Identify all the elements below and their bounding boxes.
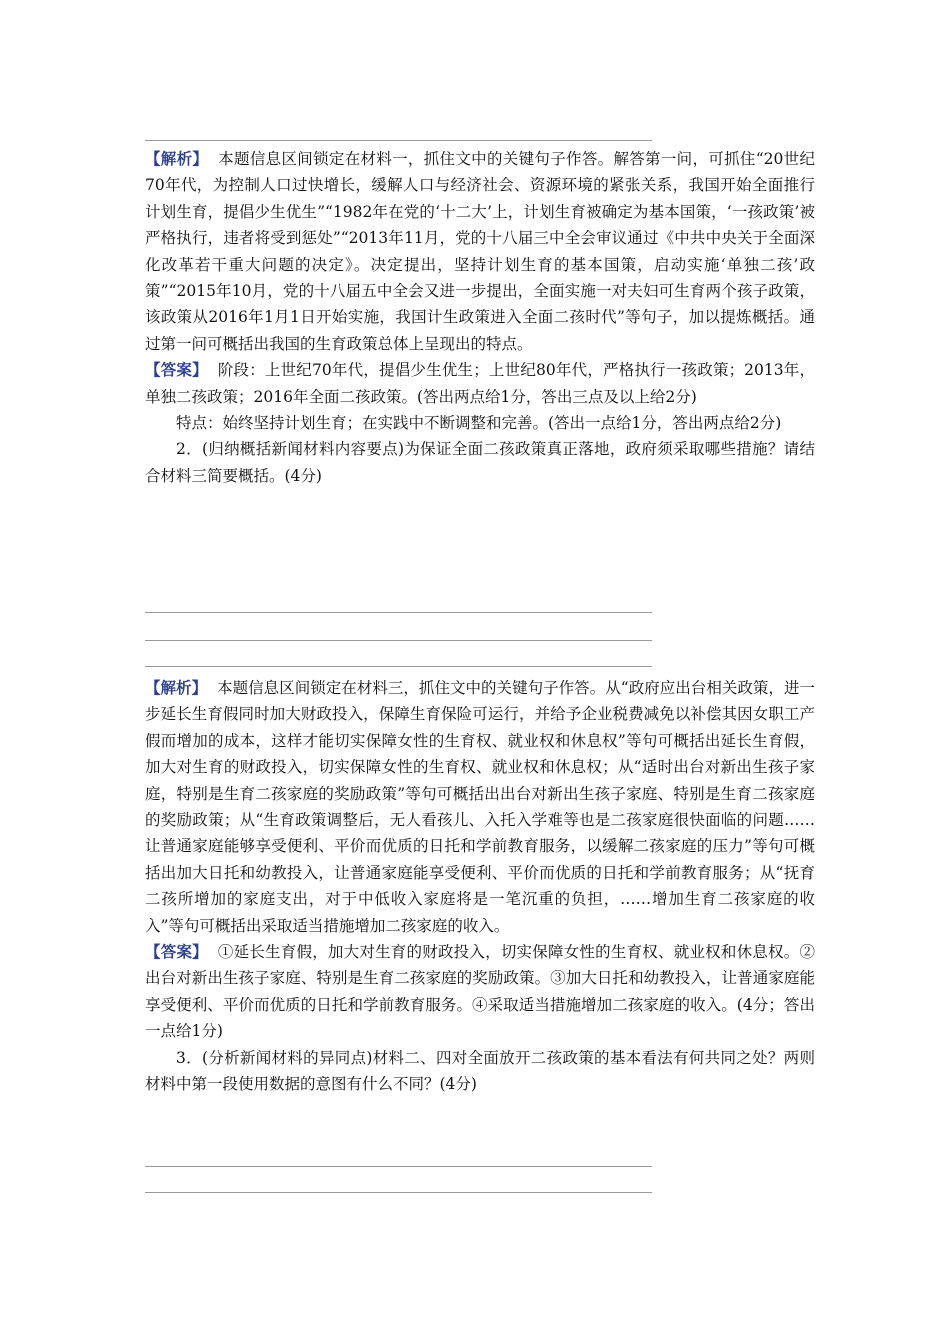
analysis-text: 本题信息区间锁定在材料三，抓住文中的关键句子作答。从“政府应出台相关政策，进一步延长生育假同时加大财政投入，保障生育保险可运行，并给予企业税费减免以补偿其因女职工产假而增加的成本，这样才能切实保障女性的生育权、就业权和休息权”等句可概括出延长生育假，加大对生育的财政投入，切实保障女性的生育权、就业权和休息权；从“适时出台对新出生孩子家庭，特别是生育二孩家庭的奖励政策”等句可概括出出台对新出生孩子家庭、特别是生育二孩家庭的奖励政策；从“生育政策调整后，无人看孩儿、入托入学难等也是二孩家庭很快面临的问题……让普通家庭能够享受便利、平价而优质的日托和学前教育服务，以缓解二孩家庭的压力”等句可概括出加大日托和幼教投入，让普通家庭能享受便利、平价而优质的日托和学前教育服务；从“抚育二孩所增加的家庭支出，对于中低收入家庭将是一笔沉重的负担，……增加生育二孩家庭的收入”等句可概括出采取适当措施增加二孩家庭的收入。 xyxy=(145,679,815,935)
analysis-label: 【解析】 xyxy=(145,149,209,168)
analysis-block-2 xyxy=(145,675,815,1098)
analysis-label: 【解析】 xyxy=(145,678,208,697)
answer-text-features: 特点：始终坚持计划生育；在实践中不断调整和完善。(答出一点给1分，答出两点给2分) xyxy=(176,414,782,433)
answer-line xyxy=(145,640,652,641)
answer-line xyxy=(145,1192,652,1193)
answer-line xyxy=(145,666,652,667)
answer-label: 【答案】 xyxy=(145,942,208,962)
question-2: 2．(归纳概括新闻材料内容要点)为保证全面二孩政策真正落地，政府须采取哪些措施？请结合材料三简要概括。(4分) xyxy=(145,440,815,485)
analysis-text: 本题信息区间锁定在材料一，抓住文中的关键句子作答。解答第一问，可抓住“20世纪70年代，为控制人口过快增长，缓解人口与经济社会、资源环境的紧张关系，我国开始全面推行计划生育，提倡少生优生”“1982年在党的‘十二大’上，计划生育被确定为基本国策，‘一孩政策’被严格执行，违者将受到惩处”“2013年11月，党的十八届三中全会审议通过《中共中央关于全面深化改革若干重大问题的决定》。决定提出，坚持计划生育的基本国策，启动实施‘单独二孩’政策”“2015年10月，党的十八届五中全会又进一步提出，全面实施一对夫妇可生育两个孩子政策，该政策从2016年1月1日开始实施，我国计生政策进入全面二孩时代”等句子，加以提炼概括。通过第一问可概括出我国的生育政策总体上呈现出的特点。 xyxy=(145,150,815,353)
question-3: 3．(分析新闻材料的异同点)材料二、四对全面放开二孩政策的基本看法有何共同之处？两则材料中第一段使用数据的意图有什么不同？(4分) xyxy=(145,1048,815,1094)
answer-line xyxy=(145,612,652,613)
answer-label: 【答案】 xyxy=(145,360,208,380)
answer-text: 阶段：上世纪70年代，提倡少生优生；上世纪80年代，严格执行一孩政策；2013年，单独二孩政策；2016年全面二孩政策。(答出两点给1分，答出三点及以上给2分) xyxy=(145,361,815,406)
answer-text: ①延长生育假，加大对生育的财政投入，切实保障女性的生育权、就业权和休息权。②出台对新出生孩子家庭、特别是生育二孩家庭的奖励政策。③加大日托和幼教投入，让普通家庭能享受便利、平价而优质的日托和学前教育服务。④采取适当措施增加二孩家庭的收入。(4分；答出一点给1分) xyxy=(145,943,815,1041)
answer-line xyxy=(145,140,652,141)
answer-line xyxy=(145,1166,652,1167)
analysis-block-1 xyxy=(145,146,815,489)
